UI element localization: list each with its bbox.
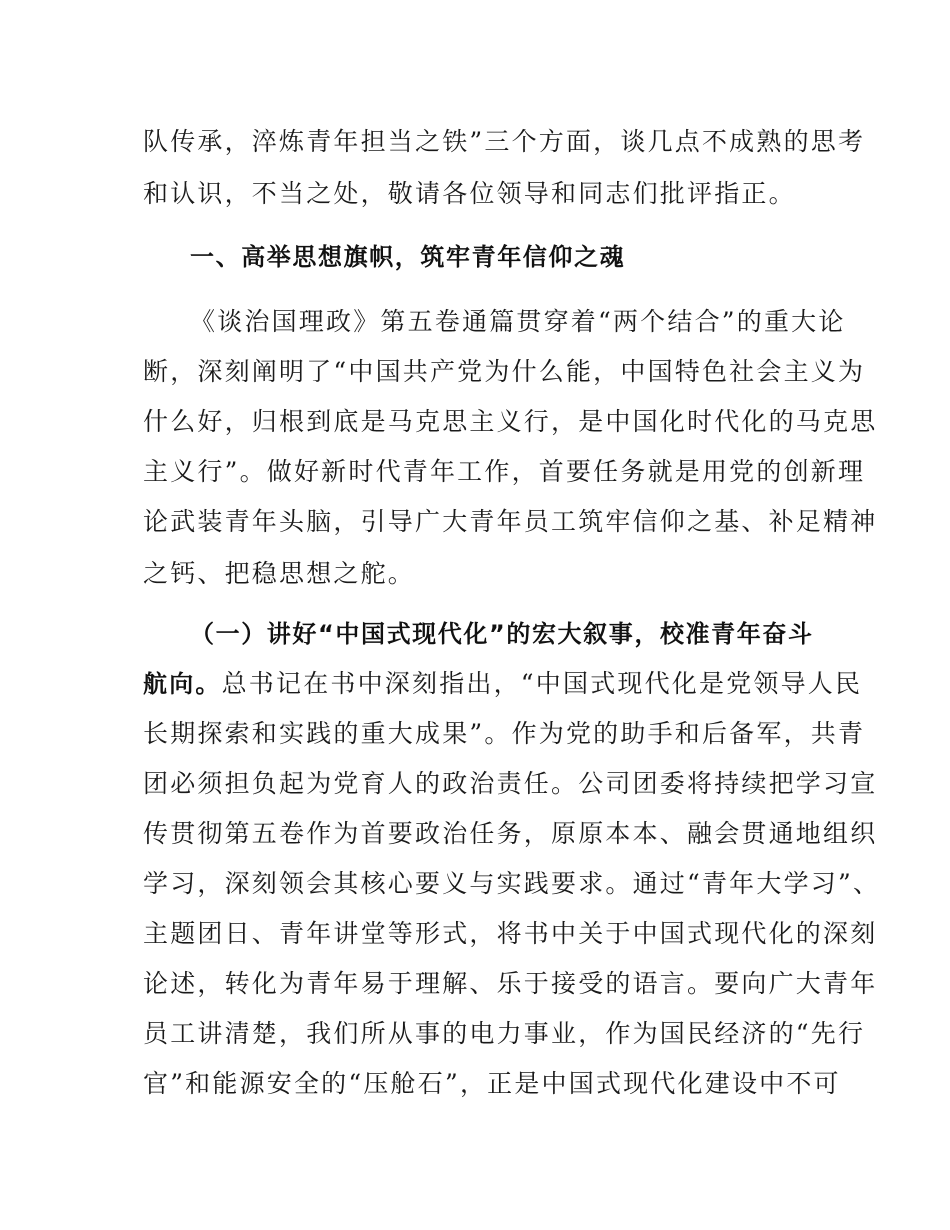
text-line: 学习，深刻领会其核心要义与实践要求。通过“青年大学习”、 <box>143 869 881 898</box>
text-line: 《谈治国理政》第五卷通篇贯穿着“两个结合”的重大论 <box>190 307 846 336</box>
subsection-heading-end: 航向。 <box>143 670 222 698</box>
text-span: 总书记在书中深刻指出，“中国式现代化是党领导人民 <box>221 669 863 698</box>
text-line: 主义行”。做好新时代青年工作，首要任务就是用党的创新理 <box>143 457 866 486</box>
text-line: 什么好，归根到底是马克思主义行，是中国化时代化的马克思 <box>143 407 878 436</box>
text-line: 主题团日、青年讲堂等形式，将书中关于中国式现代化的深刻 <box>143 919 878 948</box>
text-line: 传贯彻第五卷作为首要政治任务，原原本本、融会贯通地组织 <box>143 819 878 848</box>
text-line <box>143 667 862 701</box>
section-heading: 一、高举思想旗帜，筑牢青年信仰之魂 <box>190 243 626 271</box>
text-line: 和认识，不当之处，敬请各位领导和同志们批评指正。 <box>143 179 796 208</box>
text-line: 官”和能源安全的“压舱石”，正是中国式现代化建设中不可 <box>143 1069 841 1098</box>
text-line: 团必须担负起为党育人的政治责任。公司团委将持续把学习宣 <box>143 769 878 798</box>
subsection-heading: （一）讲好“中国式现代化”的宏大叙事，校准青年奋斗 <box>190 620 814 648</box>
text-line: 队传承，淬炼青年担当之铁”三个方面，谈几点不成熟的思考 <box>143 127 866 156</box>
text-line: 长期探索和实践的重大成果”。作为党的助手和后备军，共青 <box>143 719 866 748</box>
text-line: 论述，转化为青年易于理解、乐于接受的语言。要向广大青年 <box>143 969 878 998</box>
text-line: 之钙、把稳思想之舵。 <box>143 559 416 588</box>
text-line: 员工讲清楚，我们所从事的电力事业，作为国民经济的“先行 <box>143 1019 866 1048</box>
text-line: 论武装青年头脑，引导广大青年员工筑牢信仰之基、补足精神 <box>143 507 878 536</box>
text-line: 断，深刻阐明了“中国共产党为什么能，中国特色社会主义为 <box>143 357 866 386</box>
